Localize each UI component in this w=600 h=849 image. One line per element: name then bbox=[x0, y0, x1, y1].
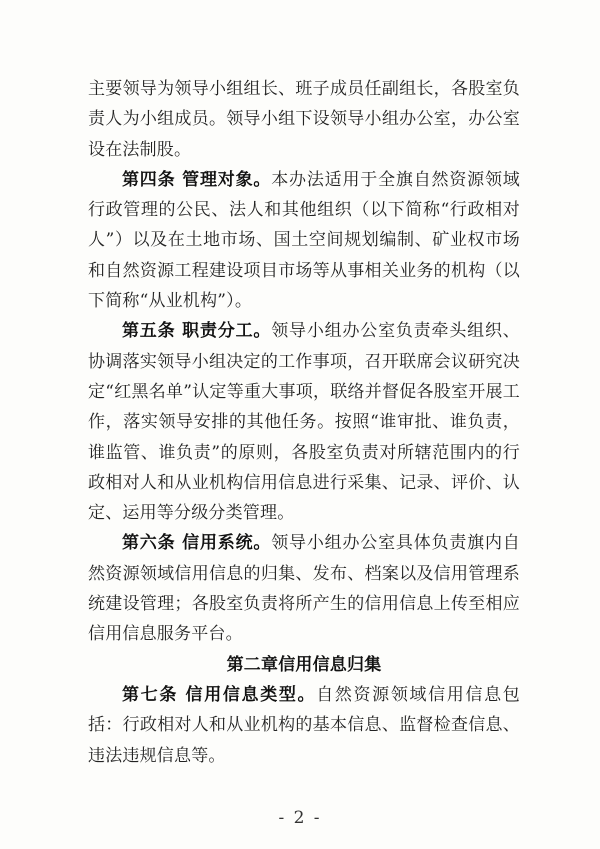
paragraph-text: 主要领导为领导小组组长、班子成员任副组长，各股室负责人为小组成员。领导小组下设领导小组办公室，办公室设在法制股。 bbox=[88, 79, 520, 160]
article-6-title: 第六条 信用系统。 bbox=[122, 533, 272, 554]
article-5-title: 第五条 职责分工。 bbox=[122, 321, 272, 342]
article-7-title: 第七条 信用信息类型。 bbox=[122, 684, 317, 705]
paragraph-continuation bbox=[88, 74, 520, 165]
chapter-heading: 第二章信用信息归集 bbox=[226, 654, 382, 675]
article-5-text: 领导小组办公室负责牵头组织、协调落实领导小组决定的工作事项，召开联席会议研究决定“红黑名单”认定等重大事项，联络并督促各股室开展工作，落实领导安排的其他任务。按照“谁审批、谁负责，谁监管、谁负责”的原则，各股室负责对所辖范围内的行政相对人和从业机构信用信息进行采集、记录、评价、认定、运用等分级分类管理。 bbox=[88, 321, 520, 524]
page-number: - 2 - bbox=[278, 808, 322, 828]
article-6-text: 领导小组办公室具体负责旗内自然资源领域信用信息的归集、发布、档案以及信用管理系统建设管理；各股室负责将所产生的信用信息上传至相应信用信息服务平台。 bbox=[88, 533, 520, 645]
article-4-text: 本办法适用于全旗自然资源领域行政管理的公民、法人和其他组织（以下简称“行政相对人”）以及在土地市场、国土空间规划编制、矿业权市场和自然资源工程建设项目市场等从事相关业务的机构（以下简称“从业机构”）。 bbox=[88, 169, 520, 312]
article-4-title: 第四条 管理对象。 bbox=[122, 169, 272, 190]
article-7-text: 自然资源领域信用信息包括：行政相对人和从业机构的基本信息、监督检查信息、违法违规信息等。 bbox=[88, 684, 520, 766]
document-body bbox=[88, 74, 520, 771]
article-5-paragraph bbox=[88, 316, 520, 528]
article-6-paragraph bbox=[88, 528, 520, 649]
article-7-paragraph bbox=[88, 680, 520, 771]
article-4-paragraph bbox=[88, 165, 520, 316]
